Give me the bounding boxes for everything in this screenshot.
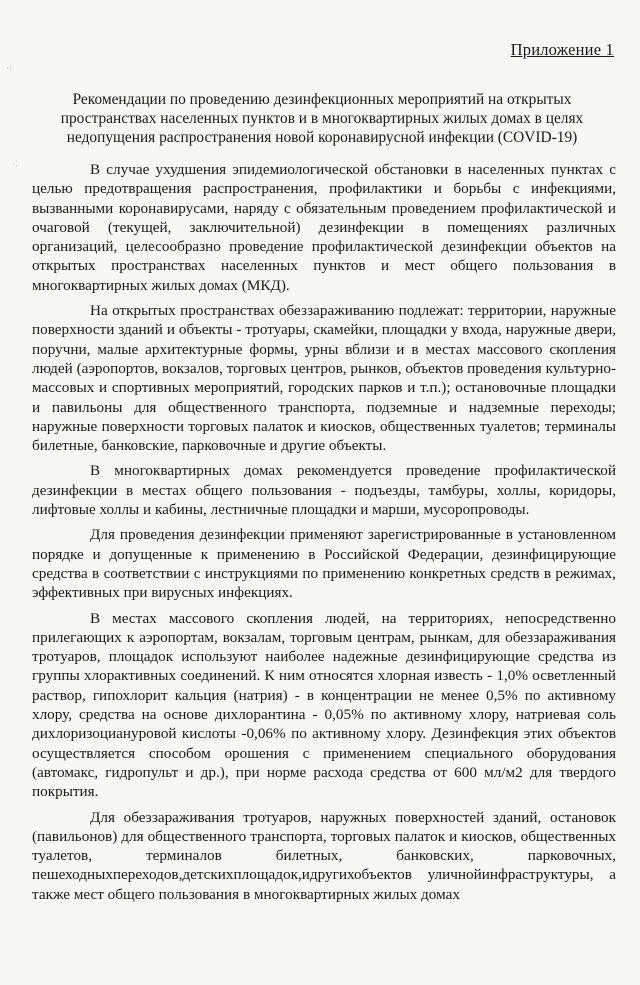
- scan-speck: ·:: [6, 64, 12, 74]
- scan-speck: ·⁚: [12, 160, 18, 170]
- paragraph: Для обеззараживания тротуаров, наружных поверхностей зданий, остановок (павильонов) для общественного транспорта, торговых палаток и киосков, общественных туалетов, терминалов билетных, банковских, парковочных, пешеходныхпереходов,детскихплощадок,идругихобъектов уличнойинфраструктуры, а также мест общего пользования в многоквартирных жилых домах: [32, 808, 616, 903]
- paragraph: В местах массового скопления людей, на территориях, непосредственно прилегающих к аэропортам, вокзалам, торговым центрам, рынкам, для обеззараживания тротуаров, площадок используют наиболее надежные дезинфицирующие средства из группы хлорактивных соединений. К ним относятся хлорная известь - 1,0% осветленный раствор, гипохлорит кальция (натрия) - в концентрации не менее 0,5% по активному хлору, средства на основе дихлорантина - 0,05% по активному хлору, натриевая соль дихлоризоциануровой кислоты -0,06% по активному хлору. Дезинфекция этих объектов осуществляется способом орошения с применением специального оборудования (автомакс, гидропульт и др.), при норме расхода средства от 600 мл/м2 для твердого покрытия.: [32, 609, 616, 801]
- paragraph: В случае ухудшения эпидемиологической обстановки в населенных пунктах с целью предотвращения распространения, профилактики и борьбы с инфекциями, вызванными коронавирусами, наряду с обязательным проведением профилактической и очаговой (текущей, заключительной) дезинфекции в помещениях различных организаций, целесообразно проведение профилактической дезинфекции объектов на открытых пространствах населенных пунктов и мест общего пользования в многоквартирных жилых домах (МКД).: [32, 161, 616, 294]
- paragraph: В многоквартирных домах рекомендуется проведение профилактической дезинфекции в местах общего пользования - подъезды, тамбуры, холлы, коридоры, лифтовые холлы и кабины, лестничные площадки и марши, мусоропроводы.: [32, 462, 616, 519]
- paragraph: Для проведения дезинфекции применяют зарегистрированные в установленном порядке и допущенные к применению в Российской Федерации, дезинфицирующие средства в соответствии с инструкциями по применению конкретных средств в режимах, эффективных при вирусных инфекциях.: [32, 526, 616, 602]
- paragraph: На открытых пространствах обеззараживанию подлежат: территории, наружные поверхности зданий и объекты - тротуары, скамейки, площадки у входа, наружные двери, поручни, малые архитектурные формы, урны вблизи и в местах массового скопления людей (аэропортов, вокзалов, торговых центров, рынков, объектов проведения культурно-массовых и спортивных мероприятий, городских парков и т.п.); остановочные площадки и павильоны для общественного транспорта, подземные и надземные переходы; наружные поверхности торговых палаток и киосков, общественных туалетов; терминалы билетные, банковские, парковочные и другие объекты.: [32, 302, 616, 455]
- appendix-label: Приложение 1: [510, 40, 614, 59]
- document-title: Рекомендации по проведению дезинфекционных мероприятий на открытых пространствах населенных пунктов и в многоквартирных жилых домах в целях недопущения распространения новой коронавирусной инфекции (COVID-19): [60, 91, 584, 146]
- document-body: [32, 160, 616, 906]
